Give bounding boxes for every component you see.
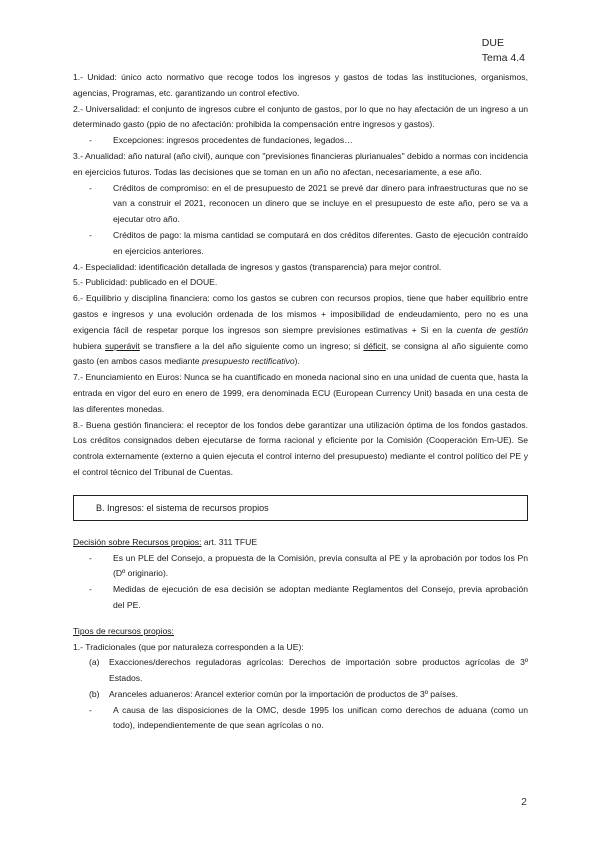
principle-equilibrio: 6.- Equilibrio y disciplina financiera: como los gastos se cubren con recursos propios, tiene que haber equilibrio entre gastos e ingresos y una evolución ordenada de los mismos + imposibilidad de endeudamiento, pero no es una exigencia fácil de respetar porque los ingresos son siempre previsiones estimativas + Si en la cuenta de gestión hubiera superávit se transfiere a la del año siguiente como un ingreso; si déficit, se consigna al año siguiente como gasto (en ambos casos mediante presupuesto rectificativo). (73, 293, 528, 367)
list-item: - A causa de las disposiciones de la OMC, desde 1995 los unifican como derechos de aduana (como un todo), independientemente de que sean agrícolas o no. (89, 704, 528, 731)
tradicionales-heading: 1.- Tradicionales (que por naturaleza corresponden a la UE): (73, 641, 304, 652)
document-body (73, 70, 528, 734)
list-item: - Créditos de compromiso: en el de presupuesto de 2021 se prevé dar dinero para infraestructuras que no se van a construir el 2021, reconocen un dinero que se incluye en el presupuesto de este año, pero se va a ejecutar otro año. (89, 182, 528, 225)
decision-heading: Decisión sobre Recursos propios: art. 311 TFUE (73, 536, 258, 547)
principle-publicidad: 5.- Publicidad: publicado en el DOUE. (73, 277, 218, 288)
list-item: - Es un PLE del Consejo, a propuesta de la Comisión, previa consulta al PE y la aprobación por todos los Pn (Dº originario). (89, 552, 528, 579)
principle-anualidad: 3.- Anualidad: año natural (año civil), aunque con "previsiones financieras plurianuales" debido a normas con incidencia en ejercicios futuros. Todas las decisiones que se toman en un año no afectan, necesariamente, a ese año. (73, 150, 528, 177)
principle-unidad: 1.- Unidad: único acto normativo que recoge todos los ingresos y gastos de todas las instituciones, organismos, agencias, Programas, etc. garantizando un control efectivo. (73, 72, 528, 98)
principle-especialidad: 4.- Especialidad: identificación detallada de ingresos y gastos (transparencia) para mejor control. (73, 261, 442, 272)
page-number: 2 (521, 796, 527, 808)
list-item: (a) Exacciones/derechos reguladoras agrícolas: Derechos de importación sobre productos agrícolas de 3º Estados. (89, 657, 528, 684)
section-heading-box: B. Ingresos: el sistema de recursos propios (73, 495, 528, 521)
principle-euros: 7.- Enunciamiento en Euros: Nunca se ha cuantificado en moneda nacional sino en una unidad de cuenta que, hasta la entrada en vigor del euro en enero de 1999, era denominada ECU (European Currency Unit) basada en una cesta de las diferentes monedas. (73, 372, 528, 414)
list-item: - Créditos de pago: la misma cantidad se computará en dos créditos diferentes. Gasto de ejecución contraído en ejercicios anteriores. (89, 229, 528, 256)
page-header (482, 36, 525, 66)
header-course: DUE (481, 37, 504, 49)
list-item: - Excepciones: ingresos procedentes de fundaciones, legados… (89, 135, 353, 146)
principle-universalidad: 2.- Universalidad: el conjunto de ingresos cubre el conjunto de gastos, por lo que no hay afectación de un ingreso a un determinado gasto (ppio de no afectación: prohibida la compensación entre ingresos y gastos). (73, 103, 528, 130)
tipos-heading: Tipos de recursos propios: (73, 625, 174, 636)
principle-buena-gestion: 8.- Buena gestión financiera: el receptor de los fondos debe garantizar una utilización óptima de los fondos gastados. Los créditos consignados deben ejecutarse de forma racional y eficiente por la Comisión (Cooperación Em-UE). Se controla externamente (externo a quien ejecuta el control interno del presupuesto) mediante el control político del PE y el control técnico del Tribunal de Cuentas. (73, 419, 528, 477)
list-item: (b) Aranceles aduaneros: Arancel exterior común por la importación de productos de 3º países. (89, 688, 458, 699)
list-item: - Medidas de ejecución de esa decisión se adoptan mediante Reglamentos del Consejo, previa aprobación del PE. (89, 584, 528, 610)
header-topic: Tema 4.4 (481, 52, 525, 64)
